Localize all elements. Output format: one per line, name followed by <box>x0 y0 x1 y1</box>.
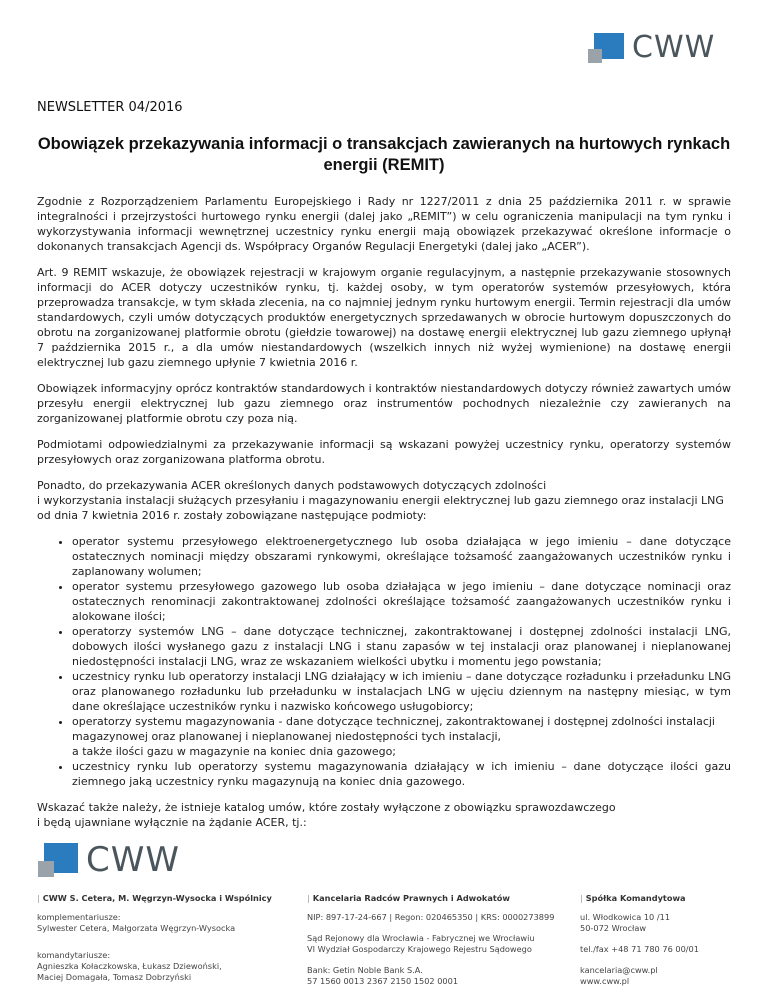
closing-paragraph: Wskazać także należy, że istnieje katalog umów, które zostały wyłączone z obowiązku sprawozdawczego i będą ujawniane wyłącznie na żądanie ACER, tj.: <box>37 801 616 829</box>
list-item: • operatorzy systemów LNG – dane dotyczące technicznej, zakontraktowanej i dostępnej zdolności instalacji LNG, dobowych ilości wysłanego gazu z instalacji LNG i stanu zapasów w tej instalacji oraz planowanej i nieplanowanej niedostępności instalacji LNG, wraz ze wskazaniem wielkości ubytku i momentu jego powstania; <box>72 624 731 669</box>
list-item: • operatorzy systemu magazynowania - dane dotyczące technicznej, zakontraktowanej i dostępnej zdolności instalacji magazynowej oraz planowanej i nieplanowanej niedostępności tych instalacji, a także ilości gazu w magazynie na koniec dnia gazowego; <box>72 714 731 759</box>
paragraph: Obowiązek informacyjny oprócz kontraktów standardowych i kontraktów niestandardowych dotyczy również zawartych umów przesyłu energii elektrycznej lub gazu ziemnego oraz instrumentów pochodnych niezależnie czy zawieranych na zorganizowanej platformie obrotu czy poza nią. <box>37 382 731 425</box>
footer-column-registry: | Kancelaria Radców Prawnych i Adwokatów NIP: 897-17-24-667 | Regon: 020465350 | KRS: 0000273899 Sąd Rejonowy dla Wrocławia - Fabrycznej we Wrocławiu VI Wydział Gospodarczy Krajowego Rejestru Sądowego Bank: Getin Noble Bank S.A. 57 1560 0013 2367 2150 1502 0001 <box>307 893 567 997</box>
list-item: • operator systemu przesyłowego gazowego lub osoba działająca w jego imieniu – dane dotyczące nominacji oraz ostatecznych renominacji zakontraktowanej zdolności określające tożsamość zaangażowanych uczestników rynku i alokowane ilości; <box>72 579 731 624</box>
article-body <box>37 194 731 841</box>
footer-court: Sąd Rejonowy dla Wrocławia - Fabrycznej we Wrocławiu VI Wydział Gospodarczy Krajowego Rejestru Sądowego <box>307 933 535 954</box>
list-item: • operator systemu przesyłowego elektroenergetycznego lub osoba działająca w jego imieniu – dane dotyczące ostatecznych nominacji między obszarami rynkowymi, określające tożsamość zaangażowanych uczestników rynku i zaplanowany wolumen; <box>72 534 731 579</box>
paragraph: Ponadto, do przekazywania ACER określonych danych podstawowych dotyczących zdolności i wykorzystania instalacji służących przesyłaniu i magazynowaniu energii elektrycznej lub gazu ziemnego oraz instalacji LNG od dnia 7 kwietnia 2016 r. zostały zobowiązane następujące podmioty: <box>37 479 724 522</box>
footer-phone: tel./fax +48 71 780 76 00/01 <box>580 944 699 954</box>
paragraph: Podmiotami odpowiedzialnymi za przekazywanie informacji są wskazani powyżej uczestnicy rynku, operatorzy systemów przesyłowych oraz zorganizowana platforma obrotu. <box>37 438 731 466</box>
paragraph: Zgodnie z Rozporządzeniem Parlamentu Europejskiego i Rady nr 1227/2011 z dnia 25 października 2011 r. w sprawie integralności i przejrzystości hurtowego rynku energii (dalej jako „REMIT”) w celu ograniczenia manipulacji na tym rynku i wykorzystywania informacji wewnętrznej uczestnicy rynku energii mają obowiązek przekazywać określone informacje o dokonanych transakcjach Agencji ds. Współpracy Organów Regulacji Energetyki (dalej jako „ACER”). <box>37 195 731 253</box>
footer-heading: Kancelaria Radców Prawnych i Adwokatów <box>312 893 510 903</box>
list-item: • uczestnicy rynku lub operatorzy instalacji LNG działający w ich imieniu – dane dotyczące rozładunku i przeładunku LNG oraz planowanego rozładunku lub przeładunku w instalacjach LNG w ujęciu dziennym na następny miesiąc, w tym dane określające uczestników rynku i nazwisko końcowego usługobiorcy; <box>72 669 731 714</box>
footer-heading: Spółka Komandytowa <box>585 893 686 903</box>
company-logo <box>588 30 715 65</box>
list-item: • uczestnicy rynku lub operatorzy systemu magazynowania działający w ich imieniu – dane dotyczące ilości gazu ziemnego jaką uczestnicy rynku magazynują na koniec dnia gazowego. <box>72 759 731 789</box>
logo-text: CWW <box>86 840 180 880</box>
footer-column-firm: | CWW S. Cetera, M. Węgrzyn-Wysocka i Wspólnicy komplementariusze: Sylwester Cetera, Małgorzata Węgrzyn-Wysocka komandytariusze: Agnieszka Kołaczkowska, Łukasz Dziewoński, Maciej Domagała, Tomasz Dobrzyński <box>37 893 287 993</box>
logo-mark-icon <box>38 843 78 877</box>
page-title: Obowiązek przekazywania informacji o transakcjach zawieranych na hurtowych rynkach energii (REMIT) <box>37 135 731 174</box>
footer-email-web: kancelaria@cww.pl www.cww.pl <box>580 965 658 986</box>
footer-heading: CWW S. Cetera, M. Węgrzyn-Wysocka i Wspólnicy <box>42 893 272 903</box>
footer-limited-partners: komandytariusze: Agnieszka Kołaczkowska, Łukasz Dziewoński, Maciej Domagała, Tomasz Dobrzyński <box>37 950 222 982</box>
logo-mark-icon <box>588 33 624 63</box>
logo-text: CWW <box>632 30 716 65</box>
paragraph: Art. 9 REMIT wskazuje, że obowiązek rejestracji w krajowym organie regulacyjnym, a następnie przekazywanie stosownych informacji do ACER dotyczy uczestników rynku, tj. każdej osoby, w tym operatorów systemów przesyłowych, która przeprowadza transakcje, w tym składa zlecenia, na co najmniej jednym rynku hurtowym energii. Termin rejestracji dla umów standardowych, czyli umów dotyczących produktów energetycznych sprzedawanych w obrocie hurtowym dopuszczonych do obrotu na zorganizowanej platformie obrotu (giełdzie towarowej) na dostawę energii elektrycznej lub gazu ziemnego upłynął 7 października 2015 r., a dla umów niestandardowych (wszelkich innych niż wyżej wymienione) na dostawę energii elektrycznej lub gazu ziemnego upłynie 7 kwietnia 2016 r. <box>37 266 731 369</box>
obligated-entities-list <box>37 534 731 789</box>
footer-partners: komplementariusze: Sylwester Cetera, Małgorzata Węgrzyn-Wysocka <box>37 912 236 933</box>
footer-bank: Bank: Getin Noble Bank S.A. 57 1560 0013 2367 2150 1502 0001 <box>307 965 459 986</box>
footer-tax-ids: NIP: 897-17-24-667 | Regon: 020465350 | KRS: 0000273899 <box>307 912 555 922</box>
footer-logo <box>38 840 180 880</box>
footer-address: ul. Włodkowica 10 /11 50-072 Wrocław <box>580 912 671 933</box>
newsletter-label: NEWSLETTER 04/2016 <box>37 100 183 115</box>
footer-column-contact: | Spółka Komandytowa ul. Włodkowica 10 /11 50-072 Wrocław tel./fax +48 71 780 76 00/01 kancelaria@cww.pl www.cww.pl <box>580 893 737 997</box>
